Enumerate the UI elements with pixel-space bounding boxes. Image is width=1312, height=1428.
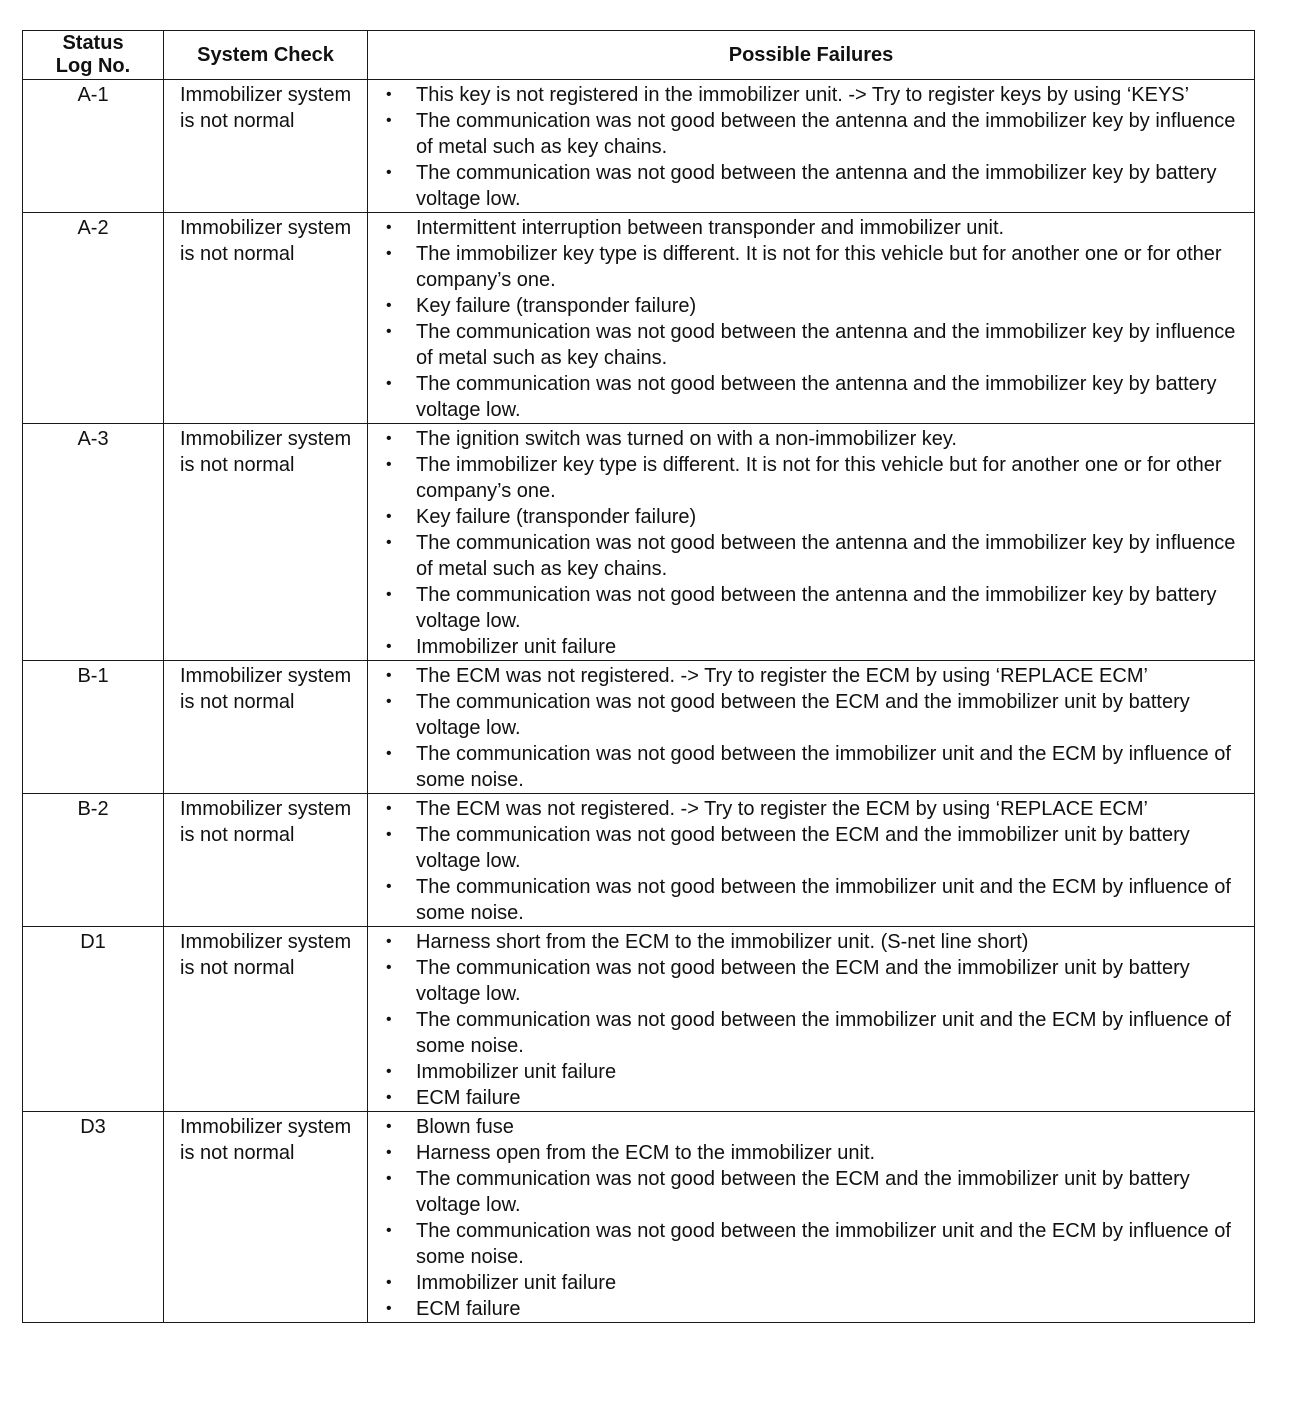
- list-item: [386, 108, 1240, 160]
- list-item: [386, 1218, 1240, 1270]
- failure-list: [386, 929, 1240, 1111]
- failure-text: The communication was not good between the antenna and the immobilizer key by influence of metal such as key chains.: [416, 532, 1236, 580]
- failure-text: The communication was not good between the antenna and the immobilizer key by influence of metal such as key chains.: [416, 110, 1236, 158]
- failure-text: Blown fuse: [416, 1116, 514, 1138]
- bullet-icon: •: [386, 430, 392, 447]
- failure-text: The communication was not good between the ECM and the immobilizer unit by battery voltage low.: [416, 957, 1190, 1005]
- list-item: [386, 530, 1240, 582]
- bullet-icon: •: [386, 297, 392, 314]
- header-system-check: System Check: [164, 31, 368, 80]
- possible-failures-cell: [368, 794, 1255, 927]
- table-row: [23, 213, 1255, 424]
- table-row: [23, 794, 1255, 927]
- list-item: [386, 874, 1240, 926]
- failure-text: The immobilizer key type is different. It is not for this vehicle but for another one or for other company’s one.: [416, 243, 1222, 291]
- status-log-table: [22, 30, 1255, 1323]
- failure-text: The communication was not good between the immobilizer unit and the ECM by influence of some noise.: [416, 1009, 1231, 1057]
- table-body: [23, 80, 1255, 1323]
- failure-text: The ECM was not registered. -> Try to register the ECM by using ‘REPLACE ECM’: [416, 665, 1148, 687]
- list-item: [386, 452, 1240, 504]
- failure-text: The communication was not good between the antenna and the immobilizer key by battery voltage low.: [416, 373, 1217, 421]
- status-log-no-cell: A-2: [23, 213, 164, 424]
- bullet-icon: •: [386, 112, 392, 129]
- header-log-no-line1: Status: [62, 32, 124, 54]
- status-log-no-cell: A-1: [23, 80, 164, 213]
- table-row: [23, 80, 1255, 213]
- bullet-icon: •: [386, 323, 392, 340]
- failure-text: The communication was not good between the antenna and the immobilizer key by influence of metal such as key chains.: [416, 321, 1236, 369]
- failure-text: The communication was not good between the immobilizer unit and the ECM by influence of some noise.: [416, 1220, 1231, 1268]
- bullet-icon: •: [386, 375, 392, 392]
- failure-text: ECM failure: [416, 1087, 521, 1109]
- list-item: [386, 319, 1240, 371]
- bullet-icon: •: [386, 800, 392, 817]
- bullet-icon: •: [386, 933, 392, 950]
- failure-text: Immobilizer unit failure: [416, 1061, 617, 1083]
- bullet-icon: •: [386, 1011, 392, 1028]
- bullet-icon: •: [386, 86, 392, 103]
- list-item: [386, 689, 1240, 741]
- failure-text: The communication was not good between the ECM and the immobilizer unit by battery voltage low.: [416, 691, 1190, 739]
- bullet-icon: •: [386, 245, 392, 262]
- failure-list: [386, 215, 1240, 423]
- bullet-icon: •: [386, 1118, 392, 1135]
- possible-failures-cell: [368, 1112, 1255, 1323]
- system-check-cell: Immobilizer system is not normal: [164, 661, 368, 794]
- bullet-icon: •: [386, 456, 392, 473]
- bullet-icon: •: [386, 164, 392, 181]
- list-item: [386, 426, 1240, 452]
- bullet-icon: •: [386, 1089, 392, 1106]
- list-item: [386, 1114, 1240, 1140]
- list-item: [386, 82, 1240, 108]
- bullet-icon: •: [386, 1144, 392, 1161]
- list-item: [386, 955, 1240, 1007]
- bullet-icon: •: [386, 508, 392, 525]
- system-check-cell: Immobilizer system is not normal: [164, 927, 368, 1112]
- status-log-no-cell: D1: [23, 927, 164, 1112]
- failure-list: [386, 663, 1240, 793]
- possible-failures-cell: [368, 213, 1255, 424]
- bullet-icon: •: [386, 219, 392, 236]
- list-item: [386, 1085, 1240, 1111]
- bullet-icon: •: [386, 586, 392, 603]
- bullet-icon: •: [386, 826, 392, 843]
- possible-failures-cell: [368, 80, 1255, 213]
- list-item: [386, 741, 1240, 793]
- possible-failures-cell: [368, 424, 1255, 661]
- list-item: [386, 1270, 1240, 1296]
- list-item: [386, 504, 1240, 530]
- status-log-no-cell: B-2: [23, 794, 164, 927]
- failure-text: The communication was not good between the antenna and the immobilizer key by battery voltage low.: [416, 162, 1217, 210]
- list-item: [386, 929, 1240, 955]
- bullet-icon: •: [386, 1274, 392, 1291]
- failure-list: [386, 82, 1240, 212]
- list-item: [386, 1007, 1240, 1059]
- system-check-cell: Immobilizer system is not normal: [164, 794, 368, 927]
- status-log-no-cell: B-1: [23, 661, 164, 794]
- table-row: [23, 424, 1255, 661]
- bullet-icon: •: [386, 1222, 392, 1239]
- failure-text: Harness open from the ECM to the immobilizer unit.: [416, 1142, 876, 1164]
- list-item: [386, 822, 1240, 874]
- failure-text: The ECM was not registered. -> Try to register the ECM by using ‘REPLACE ECM’: [416, 798, 1148, 820]
- bullet-icon: •: [386, 1063, 392, 1080]
- system-check-cell: Immobilizer system is not normal: [164, 1112, 368, 1323]
- status-log-no-cell: D3: [23, 1112, 164, 1323]
- failure-text: Immobilizer unit failure: [416, 636, 617, 658]
- failure-text: The communication was not good between the immobilizer unit and the ECM by influence of some noise.: [416, 876, 1231, 924]
- bullet-icon: •: [386, 534, 392, 551]
- failure-text: The communication was not good between the ECM and the immobilizer unit by battery voltage low.: [416, 1168, 1190, 1216]
- failure-text: Intermittent interruption between transponder and immobilizer unit.: [416, 217, 1005, 239]
- failure-text: Key failure (transponder failure): [416, 295, 697, 317]
- failure-list: [386, 1114, 1240, 1322]
- failure-text: This key is not registered in the immobilizer unit. -> Try to register keys by using ‘KEYS’: [416, 84, 1190, 106]
- failure-text: The communication was not good between the ECM and the immobilizer unit by battery voltage low.: [416, 824, 1190, 872]
- list-item: [386, 371, 1240, 423]
- list-item: [386, 796, 1240, 822]
- failure-text: Harness short from the ECM to the immobilizer unit. (S-net line short): [416, 931, 1029, 953]
- list-item: [386, 1140, 1240, 1166]
- failure-text: The communication was not good between the immobilizer unit and the ECM by influence of some noise.: [416, 743, 1231, 791]
- failure-text: ECM failure: [416, 1298, 521, 1320]
- status-log-no-cell: A-3: [23, 424, 164, 661]
- bullet-icon: •: [386, 693, 392, 710]
- table-row: [23, 927, 1255, 1112]
- list-item: [386, 1166, 1240, 1218]
- list-item: [386, 293, 1240, 319]
- failure-text: The communication was not good between the antenna and the immobilizer key by battery voltage low.: [416, 584, 1217, 632]
- list-item: [386, 1059, 1240, 1085]
- list-item: [386, 1296, 1240, 1322]
- bullet-icon: •: [386, 745, 392, 762]
- header-status-log-no: [23, 31, 164, 80]
- possible-failures-cell: [368, 927, 1255, 1112]
- bullet-icon: •: [386, 959, 392, 976]
- list-item: [386, 582, 1240, 634]
- system-check-cell: Immobilizer system is not normal: [164, 424, 368, 661]
- failure-text: Key failure (transponder failure): [416, 506, 697, 528]
- failure-text: Immobilizer unit failure: [416, 1272, 617, 1294]
- list-item: [386, 241, 1240, 293]
- header-possible-failures: Possible Failures: [368, 31, 1255, 80]
- failure-text: The immobilizer key type is different. It is not for this vehicle but for another one or for other company’s one.: [416, 454, 1222, 502]
- table-row: [23, 1112, 1255, 1323]
- bullet-icon: •: [386, 878, 392, 895]
- bullet-icon: •: [386, 1300, 392, 1317]
- header-log-no-line2: Log No.: [55, 55, 131, 77]
- system-check-cell: Immobilizer system is not normal: [164, 213, 368, 424]
- failure-text: The ignition switch was turned on with a non-immobilizer key.: [416, 428, 957, 450]
- bullet-icon: •: [386, 638, 392, 655]
- failure-list: [386, 426, 1240, 660]
- list-item: [386, 215, 1240, 241]
- system-check-cell: Immobilizer system is not normal: [164, 80, 368, 213]
- failure-list: [386, 796, 1240, 926]
- table-row: [23, 661, 1255, 794]
- table-header-row: [23, 31, 1255, 80]
- list-item: [386, 663, 1240, 689]
- possible-failures-cell: [368, 661, 1255, 794]
- list-item: [386, 160, 1240, 212]
- bullet-icon: •: [386, 667, 392, 684]
- bullet-icon: •: [386, 1170, 392, 1187]
- list-item: [386, 634, 1240, 660]
